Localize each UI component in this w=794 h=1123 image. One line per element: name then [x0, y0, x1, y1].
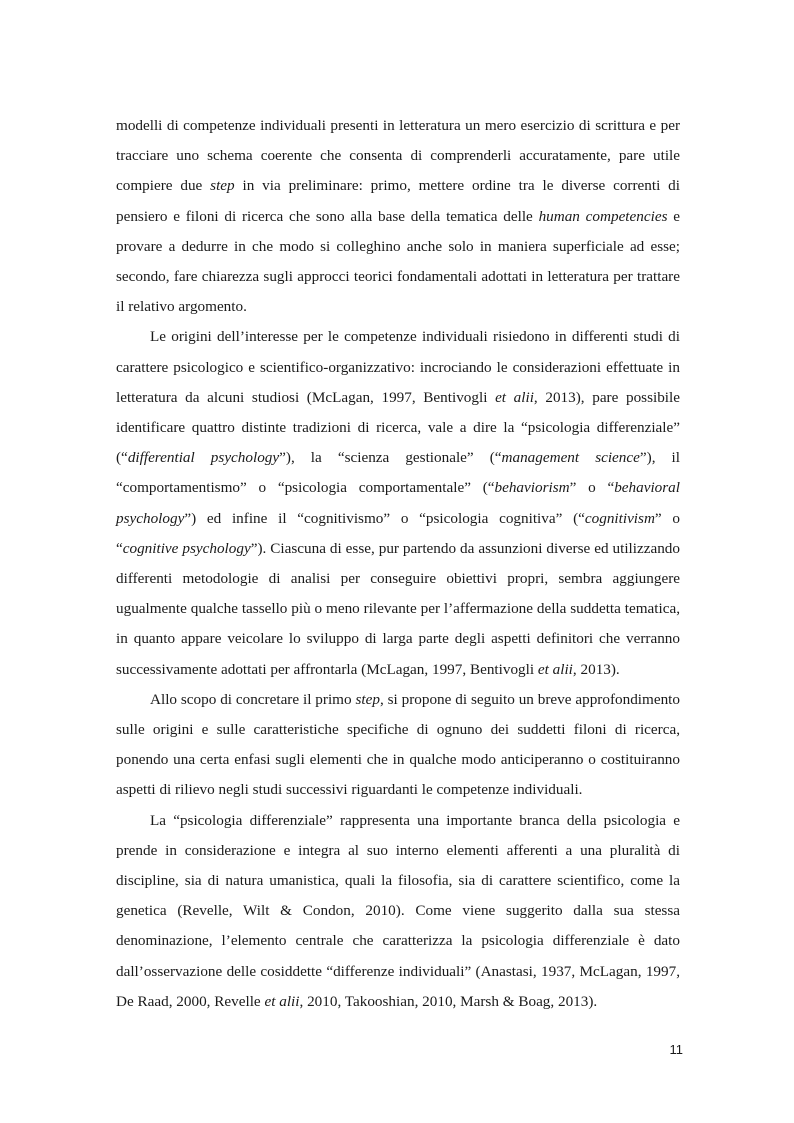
italic-text: et alii	[264, 992, 300, 1010]
text-run: ”), il “comportamentismo” o “psicologia comportamentale” (“	[116, 449, 680, 497]
text-run: Le origini dell’interesse per le competenze individuali risiedono in differenti studi di carattere psicologico e scientifico-organizzativo: incrociando le considerazioni effettuate in letteratura da alcuni studiosi (McLagan, 1997, Bentivogli	[116, 328, 680, 406]
text-run: ” o “	[569, 479, 615, 497]
italic-text: step	[210, 177, 235, 195]
text-run: ” o “	[116, 509, 680, 557]
text-run: ”). Ciascuna di esse, pur partendo da assunzioni diverse ed utilizzando differenti metodologie di analisi per conseguire obiettivi propri, sembra aggiungere ugualmente qualche tassello più o meno rilevante per l’affermazione della suddetta tematica, in quanto appare veicolare lo sviluppo di larga parte degli aspetti definitori che verranno successivamente adottati per affrontarla (McLagan, 1997, Bentivogli	[116, 539, 680, 678]
italic-text: human competencies	[538, 207, 668, 225]
text-run: in via preliminare: primo, mettere ordine tra le diverse correnti di pensiero e filoni di ricerca che sono alla base della tematica delle	[116, 177, 680, 225]
italic-text: behaviorism	[494, 479, 570, 497]
text-run: La “psicologia differenziale” rappresenta una importante branca della psicologia e prende in considerazione e integra al suo interno elementi afferenti a una pluralità di discipline, sia di natura umanistica, quali la filosofia, sia di carattere scientifico, come la genetica (Revelle, Wilt & Condon, 2010). Come viene suggerito dalla sua stessa denominazione, l’elemento centrale che caratterizza la psicologia differenziale è dato dall’osservazione delle cosiddette “differenze individuali” (Anastasi, 1937, McLagan, 1997, De Raad, 2000, Revelle	[116, 811, 680, 1010]
page-number: 11	[669, 1042, 683, 1057]
paragraph	[116, 806, 680, 1017]
paragraph	[116, 111, 680, 322]
text-run: modelli di competenze individuali presenti in letteratura un mero esercizio di scrittura e per tracciare uno schema coerente che consenta di comprenderli accuratamente, pare utile compiere due	[116, 117, 680, 195]
italic-text: cognitivism	[584, 509, 655, 527]
italic-text: management science	[501, 449, 640, 467]
paragraph	[116, 322, 680, 684]
italic-text: differential psychology	[127, 449, 280, 467]
text-run: e provare a dedurre in che modo si colleghino anche solo in maniera superficiale ad esse; secondo, fare chiarezza sugli approcci teorici fondamentali adottati in letteratura per trattare il relativo argomento.	[116, 207, 680, 316]
text-run: ”) ed infine il “cognitivismo” o “psicologia cognitiva” (“	[184, 509, 585, 527]
paragraph	[116, 685, 680, 806]
italic-text: step	[355, 690, 380, 708]
text-run: ”), la “scienza gestionale” (“	[279, 449, 502, 467]
text-run: , 2013), pare possibile identificare quattro distinte tradizioni di ricerca, vale a dire la “psicologia differenziale” (“	[116, 388, 680, 467]
body-text	[116, 111, 680, 1017]
text-run: , 2013).	[572, 660, 620, 678]
italic-text: cognitive psychology	[122, 539, 251, 557]
italic-text: et alii	[537, 660, 573, 678]
italic-text: et alii	[495, 388, 534, 406]
italic-text: behavioral psychology	[116, 479, 680, 527]
text-run: , si propone di seguito un breve approfondimento sulle origini e sulle caratteristiche specifiche di ognuno dei suddetti filoni di ricerca, ponendo una certa enfasi sugli elementi che in qualche modo anticiperanno o costituiranno aspetti di rilievo negli studi successivi riguardanti le competenze individuali.	[116, 690, 680, 799]
text-run: , 2010, Takooshian, 2010, Marsh & Boag, 2013).	[299, 992, 598, 1010]
text-run: Allo scopo di concretare il primo	[150, 690, 356, 708]
